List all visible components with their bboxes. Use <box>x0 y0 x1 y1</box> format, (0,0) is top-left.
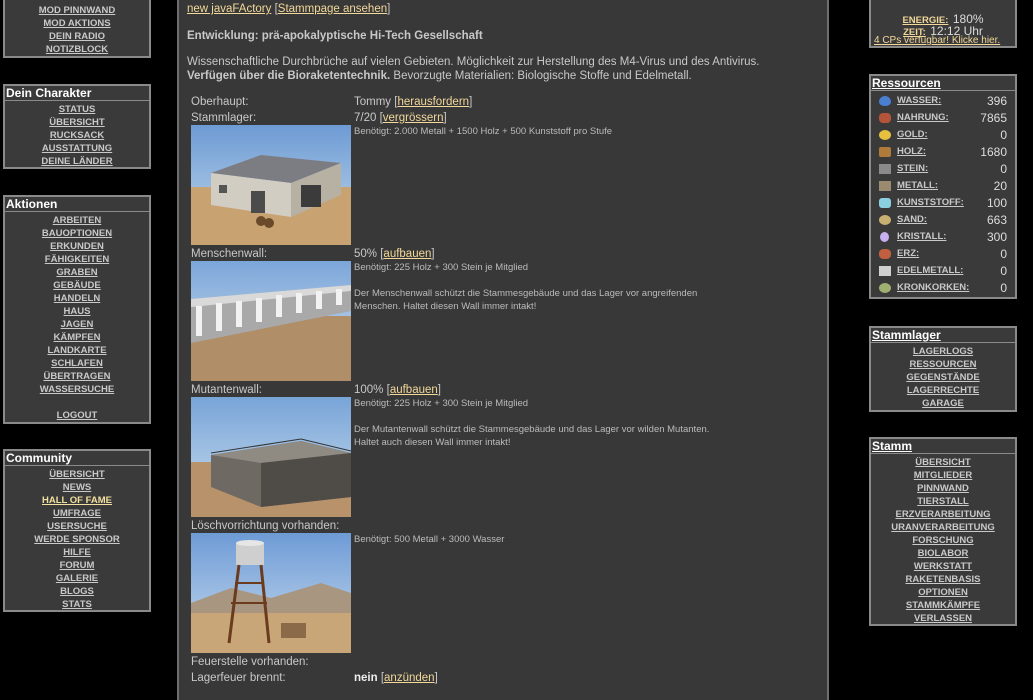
leader-name: Tommy <box>354 96 392 108</box>
nav-mod-aktions[interactable]: MOD AKTIONS <box>43 18 111 29</box>
nav-verlassen[interactable]: VERLASSEN <box>913 613 973 624</box>
nav-uebertragen[interactable]: ÜBERTRAGEN <box>43 371 111 382</box>
resource-bottlecaps <box>877 281 1007 298</box>
character-title: Dein Charakter <box>5 86 149 101</box>
mutant-wall-image <box>191 397 351 517</box>
precious-metal-icon <box>879 266 891 276</box>
meat-icon <box>879 113 891 123</box>
camp-cost: Benötigt: 2.000 Metall + 1500 Holz + 500 Kunststoff pro Stufe <box>354 126 613 137</box>
mutant-wall-value: 100% [aufbauen] <box>354 384 441 396</box>
bracket-close: ] <box>387 3 391 15</box>
leader-value: Tommy [herausfordern] <box>354 96 473 108</box>
nav-kaempfen[interactable]: KÄMPFEN <box>53 332 101 343</box>
nav-umfrage[interactable]: UMFRAGE <box>52 508 102 519</box>
nav-status[interactable]: STATUS <box>58 104 96 115</box>
wall-build-link[interactable]: aufbauen <box>383 248 432 260</box>
nav-usersuche[interactable]: USERSUCHE <box>47 521 107 532</box>
nav-arbeiten[interactable]: ARBEITEN <box>52 215 102 226</box>
camp-image <box>191 125 351 245</box>
water-tower-image <box>191 533 351 653</box>
nav-community-uebersicht[interactable]: ÜBERSICHT <box>49 469 105 480</box>
plastic-icon <box>879 198 891 208</box>
nav-pinnwand[interactable]: PINNWAND <box>917 483 969 494</box>
tribe-box <box>869 437 1017 626</box>
nav-hilfe[interactable]: HILFE <box>63 547 91 558</box>
tribe-title: Stamm <box>871 439 1015 454</box>
resource-name[interactable]: HOLZ: <box>897 146 927 157</box>
mutant-wall-desc <box>354 423 709 449</box>
nav-galerie[interactable]: GALERIE <box>55 573 99 584</box>
actions-box <box>3 195 151 424</box>
challenge-link[interactable]: herausfordern <box>397 96 470 108</box>
nav-optionen[interactable]: OPTIONEN <box>918 587 968 598</box>
energy-value: 180% <box>952 12 984 26</box>
nav-haus[interactable]: HAUS <box>63 306 91 317</box>
resource-ore <box>877 247 1007 264</box>
wall-desc-1: Der Menschenwall schützt die Stammesgebäude und das Lager vor angreifenden <box>354 288 698 299</box>
resource-plastic <box>877 196 1007 213</box>
desc-bold: Verfügen über die Bioraketentechnik. <box>187 70 391 82</box>
nav-tierstall[interactable]: TIERSTALL <box>917 496 969 507</box>
nav-schlafen[interactable]: SCHLAFEN <box>51 358 103 369</box>
status-box <box>869 0 1017 48</box>
stammpage-link[interactable]: Stammpage ansehen <box>277 3 388 15</box>
resource-name[interactable]: WASSER: <box>897 95 942 106</box>
human-wall-image <box>191 261 351 381</box>
bracket-open: [ <box>274 3 278 15</box>
nav-lagerrechte[interactable]: LAGERRECHTE <box>906 385 980 396</box>
extinguisher-label: Löschvorrichtung vorhanden: <box>191 520 340 532</box>
main-content <box>177 0 829 700</box>
resource-name[interactable]: EDELMETALL: <box>897 265 964 276</box>
tribe-header <box>187 3 390 15</box>
desc-rest: Bevorzugte Materialien: Biologische Stoffe und Edelmetall. <box>390 70 692 82</box>
mutant-wall-label: Mutantenwall: <box>191 384 262 396</box>
fireplace-label: Feuerstelle vorhanden: <box>191 656 309 668</box>
nav-forum[interactable]: FORUM <box>59 560 95 571</box>
nav-gegenstaende[interactable]: GEGENSTÄNDE <box>906 372 980 383</box>
campfire-value: nein [anzünden] <box>354 672 438 684</box>
extinguisher-cost: Benötigt: 500 Metall + 3000 Wasser <box>354 534 505 545</box>
nav-jagen[interactable]: JAGEN <box>60 319 94 330</box>
nav-stats[interactable]: STATS <box>62 599 92 610</box>
resource-stone <box>877 162 1007 179</box>
camp-box <box>869 326 1017 412</box>
bottlecap-icon <box>879 283 891 293</box>
nav-notizblock[interactable]: NOTIZBLOCK <box>45 44 109 55</box>
resource-name[interactable]: KRISTALL: <box>897 231 947 242</box>
character-box <box>3 84 151 169</box>
mutant-wall-cost: Benötigt: 225 Holz + 300 Stein je Mitglied <box>354 398 529 409</box>
camp-level: 7/20 <box>354 112 377 124</box>
resource-name[interactable]: ERZ: <box>897 248 920 259</box>
resource-precious-metal <box>877 264 1007 281</box>
nav-werde-sponsor[interactable]: WERDE SPONSOR <box>34 534 120 545</box>
nav-bauoptionen[interactable]: BAUOPTIONEN <box>41 228 113 239</box>
nav-gebaeude[interactable]: GEBÄUDE <box>53 280 101 291</box>
admin-links-box <box>3 0 151 58</box>
development-title: Entwicklung: prä-apokalyptische Hi-Tech Gesellschaft <box>187 30 483 42</box>
gold-icon <box>879 130 891 140</box>
leader-label: Oberhaupt: <box>191 96 249 108</box>
nav-faehigkeiten[interactable]: FÄHIGKEITEN <box>44 254 110 265</box>
camp-label: Stammlager: <box>191 112 257 124</box>
resource-food <box>877 111 1007 128</box>
camp-value: 7/20 [vergrössern] <box>354 112 447 124</box>
resource-amount: 20 <box>993 179 1007 193</box>
nav-ressourcen[interactable]: RESSOURCEN <box>909 359 977 370</box>
nav-forschung[interactable]: FORSCHUNG <box>912 535 974 546</box>
desc-line1: Wissenschaftliche Durchbrüche auf vielen Gebieten. Möglichkeit zur Herstellung des M4-Virus und des Antivirus. <box>187 56 760 68</box>
sand-icon <box>879 215 891 225</box>
nav-uranverarbeitung[interactable]: URANVERARBEITUNG <box>891 522 995 533</box>
nav-news[interactable]: NEWS <box>62 482 92 493</box>
resource-metal <box>877 179 1007 196</box>
wall-value: 50% [aufbauen] <box>354 248 435 260</box>
nav-garage[interactable]: GARAGE <box>922 398 964 409</box>
resource-name[interactable]: METALL: <box>897 180 938 191</box>
wall-desc <box>354 287 697 313</box>
ignite-link[interactable]: anzünden <box>384 672 435 684</box>
mutant-wall-build-link[interactable]: aufbauen <box>389 384 438 396</box>
resource-amount: 1680 <box>980 145 1007 159</box>
mutant-wall-desc-1: Der Mutantenwall schützt die Stammesgebäude und das Lager vor wilden Mutanten. <box>354 424 710 435</box>
mutant-wall-percent: 100% <box>354 384 384 396</box>
nav-biolabor[interactable]: BIOLABOR <box>917 548 969 559</box>
nav-werkstatt[interactable]: WERKSTATT <box>913 561 973 572</box>
nav-dein-radio[interactable]: DEIN RADIO <box>49 31 105 42</box>
wall-label: Menschenwall: <box>191 248 268 260</box>
stone-icon <box>879 164 891 174</box>
wall-cost: Benötigt: 225 Holz + 300 Stein je Mitglied <box>354 262 529 273</box>
crystal-icon <box>880 232 889 242</box>
tribe-name-link[interactable]: new javaFActory <box>187 3 272 15</box>
nav-lagerlogs[interactable]: LAGERLOGS <box>912 346 974 357</box>
resource-name[interactable]: SAND: <box>897 214 928 225</box>
wall-percent: 50% <box>354 248 378 260</box>
camp-title: Stammlager <box>871 328 1015 343</box>
resource-name[interactable]: KRONKORKEN: <box>897 282 970 293</box>
nav-stamm-uebersicht[interactable]: ÜBERSICHT <box>915 457 971 468</box>
ore-icon <box>879 249 891 259</box>
resource-crystal <box>877 230 1007 247</box>
resources-box <box>869 74 1017 299</box>
resource-amount: 0 <box>1000 162 1007 176</box>
nav-mod-pinnwand[interactable]: MOD PINNWAND <box>38 5 116 16</box>
resource-water <box>877 94 1007 111</box>
time-value: 12:12 Uhr <box>930 24 983 38</box>
wall-desc-2: Menschen. Haltet diesen Wall immer intakt! <box>354 301 537 312</box>
resource-amount: 7865 <box>980 111 1007 125</box>
campfire-state: nein <box>354 672 378 684</box>
nav-hall-of-fame[interactable]: HALL OF FAME <box>41 495 113 506</box>
resource-name[interactable]: GOLD: <box>897 129 928 140</box>
wood-icon <box>879 147 891 157</box>
water-drop-icon <box>879 96 891 106</box>
mutant-wall-desc-2: Haltet auch diesen Wall immer intakt! <box>354 437 511 448</box>
actions-title: Aktionen <box>5 197 149 212</box>
resource-amount: 396 <box>986 94 1007 108</box>
energy-label[interactable]: ENERGIE: <box>902 15 949 26</box>
resource-gold <box>877 128 1007 145</box>
resource-amount: 100 <box>986 196 1007 210</box>
enlarge-link[interactable]: vergrössern <box>382 112 444 124</box>
resource-wood <box>877 145 1007 162</box>
nav-stammkaempfe[interactable]: STAMMKÄMPFE <box>905 600 981 611</box>
nav-deine-laender[interactable]: DEINE LÄNDER <box>41 156 113 167</box>
nav-ausstattung[interactable]: AUSSTATTUNG <box>41 143 113 154</box>
resource-amount: 300 <box>986 230 1007 244</box>
resource-amount: 0 <box>1000 281 1007 295</box>
nav-graben[interactable]: GRABEN <box>56 267 98 278</box>
nav-erkunden[interactable]: ERKUNDEN <box>50 241 104 252</box>
nav-handeln[interactable]: HANDELN <box>53 293 101 304</box>
nav-mitglieder[interactable]: MITGLIEDER <box>913 470 973 481</box>
nav-landkarte[interactable]: LANDKARTE <box>47 345 107 356</box>
nav-erzverarbeitung[interactable]: ERZVERARBEITUNG <box>895 509 991 520</box>
campfire-label: Lagerfeuer brennt: <box>191 672 286 684</box>
resource-name[interactable]: KUNSTSTOFF: <box>897 197 964 208</box>
cp-available-link[interactable]: 4 CPs verfügbar! Klicke hier. <box>874 35 1001 46</box>
resource-name[interactable]: NAHRUNG: <box>897 112 949 123</box>
time-label[interactable]: ZEIT: <box>903 27 926 38</box>
nav-logout[interactable]: LOGOUT <box>56 410 98 421</box>
resource-amount: 0 <box>1000 247 1007 261</box>
resource-amount: 663 <box>986 213 1007 227</box>
nav-blogs[interactable]: BLOGS <box>60 586 94 597</box>
resource-amount: 0 <box>1000 128 1007 142</box>
resource-amount: 0 <box>1000 264 1007 278</box>
development-desc <box>187 55 827 83</box>
resource-sand <box>877 213 1007 230</box>
nav-raketenbasis[interactable]: RAKETENBASIS <box>905 574 981 585</box>
resources-title: Ressourcen <box>871 76 1015 91</box>
nav-rucksack[interactable]: RUCKSACK <box>49 130 105 141</box>
community-title: Community <box>5 451 149 466</box>
nav-wassersuche[interactable]: WASSERSUCHE <box>39 384 115 395</box>
resource-name[interactable]: STEIN: <box>897 163 929 174</box>
community-box <box>3 449 151 612</box>
metal-icon <box>879 181 891 191</box>
nav-uebersicht[interactable]: ÜBERSICHT <box>49 117 105 128</box>
